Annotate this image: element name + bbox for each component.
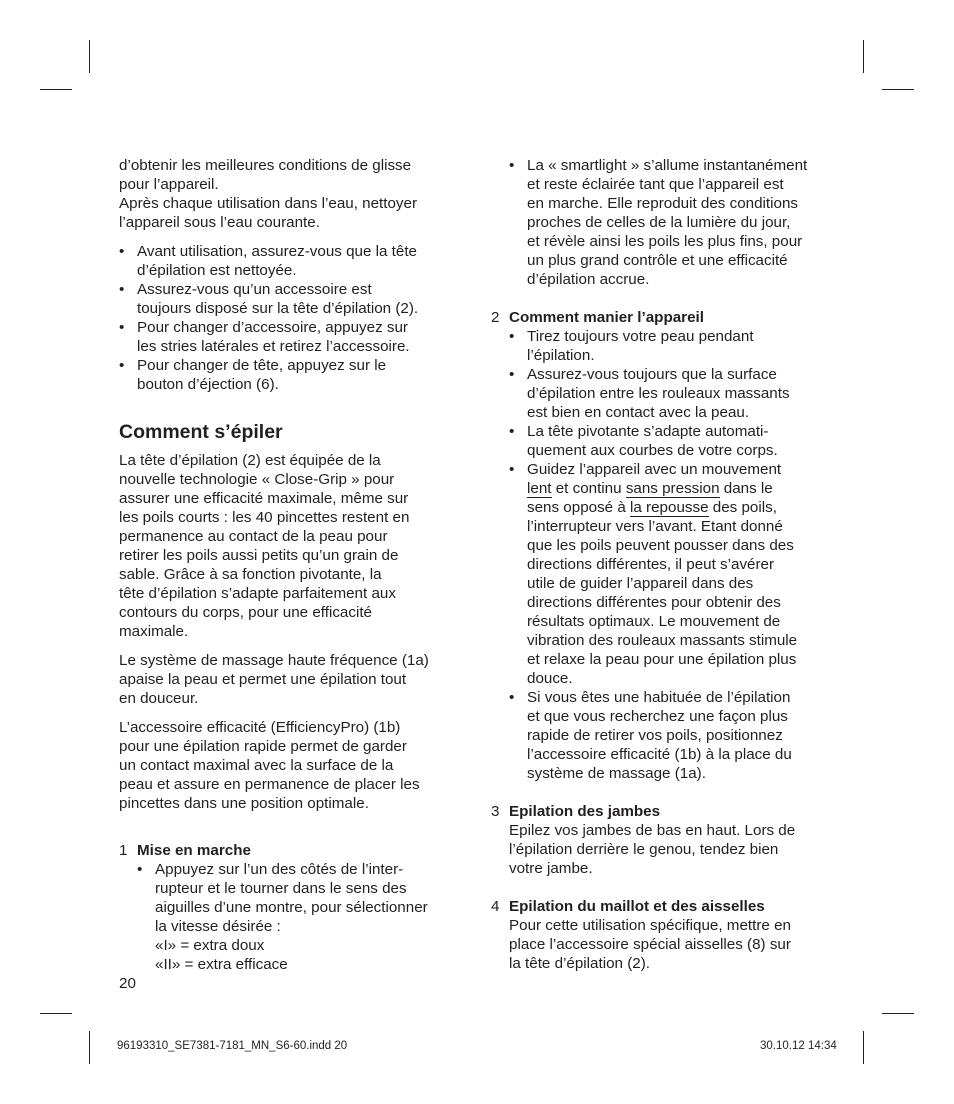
paragraph: Le système de massage haute fréquence (1a) apaise la peau et permet une épilation tout en douceur. <box>119 652 429 707</box>
crop-mark <box>882 1013 914 1014</box>
crop-mark <box>89 40 90 73</box>
paragraph: La tête d’épilation (2) est équipée de la nouvelle technologie « Close-Grip » pour assurer une efficacité maximale, même sur les poils courts : les 40 pincettes restent en permanence au contact de la peau pour retirer les poils aussi petits qu’un grain de sable. Grâce à sa fonction pivotante, la tête d’épilation s’adapte parfaitement aux contours du corps, pour une efficacité maximale. <box>119 452 410 640</box>
section-body: Epilez vos jambes de bas en haut. Lors de l’épilation derrière le genou, tendez bien votre jambe. <box>509 822 796 877</box>
section-title: 2 Comment manier l’appareil <box>491 309 704 326</box>
underlined-text: lent <box>527 480 552 497</box>
right-column <box>491 156 841 973</box>
text-line: pour l’appareil. <box>119 176 219 193</box>
section-body: Pour cette utilisation spécifique, mettre en place l’accessoire spécial aisselles (8) sur la tête d’épilation (2). <box>509 917 791 972</box>
section-title: 3 Epilation des jambes <box>491 803 661 820</box>
page-number: 20 <box>119 975 136 992</box>
intro-text <box>119 156 469 232</box>
text-line: d’obtenir les meilleures conditions de glisse <box>119 157 412 174</box>
list-item: • Assurez-vous toujours que la surface d’épilation entre les rouleaux massants est bien en contact avec la peau. <box>509 366 790 421</box>
list-item: • Pour changer de tête, appuyez sur le bouton d’éjection (6). <box>119 357 387 393</box>
section-title: 1 Mise en marche <box>119 842 251 859</box>
underlined-text: sans pression <box>625 480 720 497</box>
list-item: • Avant utilisation, assurez-vous que la tête d’épilation est nettoyée. <box>119 243 418 279</box>
list-item: • Appuyez sur l’un des côtés de l’inter- rupteur et le tourner dans le sens des aiguilles d’une montre, pour sélectionner la vitesse désirée : «I» = extra doux «II» = extra efficace <box>137 861 428 973</box>
crop-mark <box>863 40 864 73</box>
list-item: • Pour changer d’accessoire, appuyez sur les stries latérales et retirez l’accessoire. <box>119 319 410 355</box>
list-item: • Tirez toujours votre peau pendant l’épilation. <box>509 328 754 364</box>
section-title: 4 Epilation du maillot et des aisselles <box>491 898 765 915</box>
section-number: 3 <box>491 803 500 820</box>
text-line: Après chaque utilisation dans l’eau, nettoyer <box>119 195 418 212</box>
section-number: 2 <box>491 309 500 326</box>
left-column <box>119 156 469 974</box>
footer-filename: 96193310_SE7381-7181_MN_S6-60.indd 20 <box>117 1040 348 1052</box>
crop-mark <box>89 1031 90 1064</box>
crop-mark <box>40 1013 72 1014</box>
crop-mark <box>863 1031 864 1064</box>
list-item: • Si vous êtes une habituée de l’épilation et que vous recherchez une façon plus rapide de retirer vos poils, positionnez l’accessoire efficacité (1b) à la place du système de massage (1a). <box>509 689 792 782</box>
list-item: • Guidez l’appareil avec un mouvement lent et continu sans pression dans le sens opposé à la repousse des poils, l’interrupteur vers l’avant. Etant donné que les poils peuvent pousser dans des directions différentes, il peut s’avérer utile de guider l’appareil dans des directions différentes pour obtenir des résultats optimaux. Le mouvement de vibration des rouleaux massants stimule et relaxe la peau pour une épilation plus douce. <box>509 461 798 687</box>
list-item: • La tête pivotante s’adapte automati- quement aux courbes de votre corps. <box>509 423 778 459</box>
list-item: • La « smartlight » s’allume instantanément et reste éclairée tant que l’appareil est en marche. Elle reproduit des conditions proches de celles de la lumière du jour, et révèle ainsi les poils les plus fins, pour un plus grand contrôle et une efficacité d’épilation accrue. <box>509 157 808 288</box>
footer-timestamp: 30.10.12 14:34 <box>760 1040 837 1052</box>
section-bullet-list <box>509 327 841 783</box>
text-line: l’appareil sous l’eau courante. <box>119 214 320 231</box>
crop-mark <box>40 89 72 90</box>
paragraph: L’accessoire efficacité (EfficiencyPro) (1b) pour une épilation rapide permet de garder un contact maximal avec la surface de la peau et assure en permanence de placer les pincettes dans une position optimale. <box>119 719 420 812</box>
underlined-text: la repousse <box>630 499 709 516</box>
section-number: 1 <box>119 842 128 859</box>
list-item: • Assurez-vous qu’un accessoire est toujours disposé sur la tête d’épilation (2). <box>119 281 419 317</box>
smartlight-bullet-list <box>509 156 841 289</box>
section-bullet-list <box>137 860 469 974</box>
section-heading: Comment s’épiler <box>119 421 283 443</box>
care-bullet-list <box>119 242 469 394</box>
crop-mark <box>882 89 914 90</box>
section-number: 4 <box>491 898 500 915</box>
